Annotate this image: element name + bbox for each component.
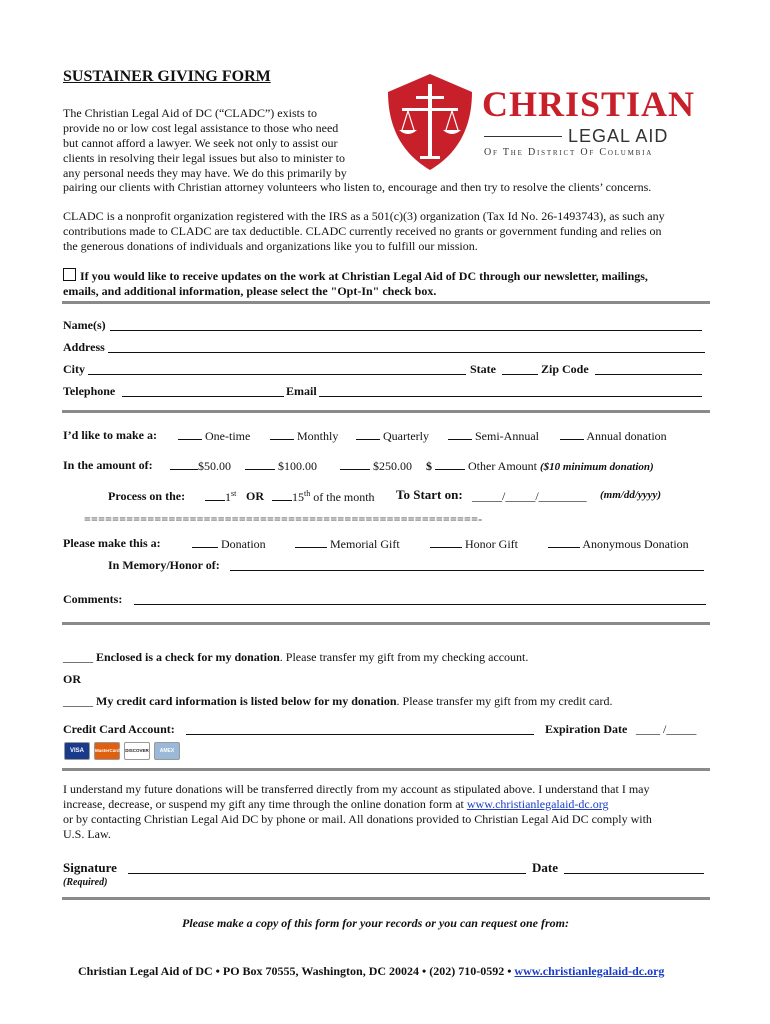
amount-option-250[interactable]: $250.00 (340, 458, 412, 474)
minimum-note: ($10 minimum donation) (540, 461, 654, 473)
divider (62, 410, 710, 413)
frequency-option-annual[interactable]: Annual donation (560, 428, 667, 444)
dash-separator: ========================================================- (84, 512, 483, 526)
card-account-label: Credit Card Account: (63, 722, 175, 736)
nonprofit-line: the generous donations of individuals and organizations like you to fulfill our mission. (63, 239, 478, 253)
frequency-option-monthly[interactable]: Monthly (270, 428, 338, 444)
optin-line (63, 268, 648, 284)
donation-form-link[interactable]: www.christianlegalaid-dc.org (466, 797, 609, 811)
footer-website-link[interactable]: www.christianlegalaid-dc.org (514, 964, 665, 978)
email-label: Email (286, 384, 317, 398)
card-option[interactable]: _____ My credit card information is listed below for my donation. Please transfer my gift from my credit card. (63, 694, 613, 708)
nonprofit-line: CLADC is a nonprofit organization registered with the IRS as a 501(c)(3) organization (Tax Id No. 26-1493743), as such any (63, 209, 665, 223)
city-label: City (63, 362, 85, 376)
address-label: Address (63, 340, 105, 354)
copy-note: Please make a copy of this form for your records or you can request one from: (182, 916, 569, 930)
process-first-option[interactable]: 1st (205, 489, 236, 505)
divider (62, 897, 710, 900)
discover-icon: DISCOVER (124, 742, 150, 760)
divider (62, 622, 710, 625)
process-label: Process on the: (108, 489, 186, 503)
shield-scales-icon (382, 72, 478, 172)
logo-title: CHRISTIAN (482, 84, 696, 124)
logo-tagline: Of The District Of Columbia (484, 147, 654, 158)
intro-line: clients in resolving their legal issues but also to minister to (63, 151, 345, 165)
optin-line-2: emails, and additional information, please select the "Opt-In" check box. (63, 284, 437, 298)
name-field[interactable] (110, 318, 702, 331)
start-label: To Start on: (396, 487, 463, 502)
amount-option-50[interactable]: $50.00 (170, 458, 231, 474)
authorization-line: I understand my future donations will be transferred directly from my account as stipulated above. I understand that I may (63, 782, 650, 796)
divider (62, 301, 710, 304)
zip-field[interactable] (595, 362, 702, 375)
required-note: (Required) (63, 877, 108, 888)
signature-field[interactable] (128, 860, 526, 874)
type-option-anonymous[interactable]: Anonymous Donation (548, 536, 689, 552)
amount-option-100[interactable]: $100.00 (245, 458, 317, 474)
date-label: Date (532, 860, 558, 875)
intro-line: any personal needs they may have. We do this primarily by (63, 166, 347, 180)
state-field[interactable] (502, 362, 538, 375)
amount-option-other[interactable]: $ Other Amount ($10 minimum donation) (426, 459, 654, 473)
date-format: (mm/dd/yyyy) (600, 489, 662, 501)
optin-checkbox[interactable] (63, 268, 76, 281)
intro-line: but cannot afford a lawyer. We seek not only to assist our (63, 136, 338, 150)
comments-field[interactable] (134, 592, 706, 605)
authorization-line: or by contacting Christian Legal Aid DC by phone or mail. All donations provided to Christian Legal Aid DC comply with (63, 812, 652, 826)
email-field[interactable] (319, 384, 702, 397)
card-account-field[interactable] (186, 722, 534, 735)
logo-subtitle: LEGAL AID (568, 126, 669, 146)
address-field[interactable] (108, 340, 705, 353)
state-label: State (470, 362, 496, 376)
visa-icon: VISA (64, 742, 90, 760)
process-or: OR (246, 489, 264, 503)
nonprofit-line: contributions made to CLADC are tax deductible. CLADC currently received no grants or government funding and relies on (63, 224, 662, 238)
memory-honor-field[interactable] (230, 558, 704, 571)
type-option-donation[interactable]: Donation (192, 536, 266, 552)
telephone-field[interactable] (122, 384, 284, 397)
telephone-label: Telephone (63, 384, 116, 398)
comments-label: Comments: (63, 592, 123, 606)
make-this-label: Please make this a: (63, 536, 161, 550)
type-option-honor[interactable]: Honor Gift (430, 536, 518, 552)
authorization-line: U.S. Law. (63, 827, 111, 841)
memory-honor-label: In Memory/Honor of: (108, 558, 220, 572)
form-title: SUSTAINER GIVING FORM (63, 68, 271, 85)
footer: Christian Legal Aid of DC • PO Box 70555, Washington, DC 20024 • (202) 710-0592 • www.christianlegalaid-dc.org (78, 964, 665, 978)
city-field[interactable] (88, 362, 466, 375)
date-field[interactable] (564, 860, 704, 874)
frequency-option-quarterly[interactable]: Quarterly (356, 428, 429, 444)
cladc-logo (382, 72, 696, 172)
logo-divider (484, 136, 562, 137)
mastercard-icon: MasterCard (94, 742, 120, 760)
signature-label: Signature (63, 860, 117, 875)
optin-text: If you would like to receive updates on the work at Christian Legal Aid of DC through our newsletter, mailings, (80, 269, 648, 283)
type-option-memorial[interactable]: Memorial Gift (295, 536, 400, 552)
zip-label: Zip Code (541, 362, 589, 376)
expiration-field[interactable]: ____ /_____ (636, 722, 697, 736)
divider (62, 768, 710, 771)
amount-label: In the amount of: (63, 458, 153, 472)
intro-line: The Christian Legal Aid of DC (“CLADC”) exists to (63, 106, 317, 120)
start-date-field[interactable]: _____/_____/________ (472, 489, 587, 503)
expiration-label: Expiration Date (545, 722, 628, 736)
process-fifteenth-option[interactable]: 15th of the month (272, 489, 375, 505)
check-option[interactable]: _____ Enclosed is a check for my donation. Please transfer my gift from my checking account. (63, 650, 529, 664)
payment-or: OR (63, 672, 81, 686)
frequency-label: I’d like to make a: (63, 428, 157, 442)
name-label: Name(s) (63, 318, 106, 332)
intro-line: provide no or low cost legal assistance to those who need (63, 121, 339, 135)
frequency-option-onetime[interactable]: One-time (178, 428, 250, 444)
frequency-option-semiannual[interactable]: Semi-Annual (448, 428, 539, 444)
intro-line: pairing our clients with Christian attorney volunteers who listen to, encourage and then try to resolve the clients’ concerns. (63, 180, 652, 194)
amex-icon: AMEX (154, 742, 180, 760)
authorization-line: increase, decrease, or suspend my gift any time through the online donation form at www.christianlegalaid-dc.org (63, 797, 609, 811)
